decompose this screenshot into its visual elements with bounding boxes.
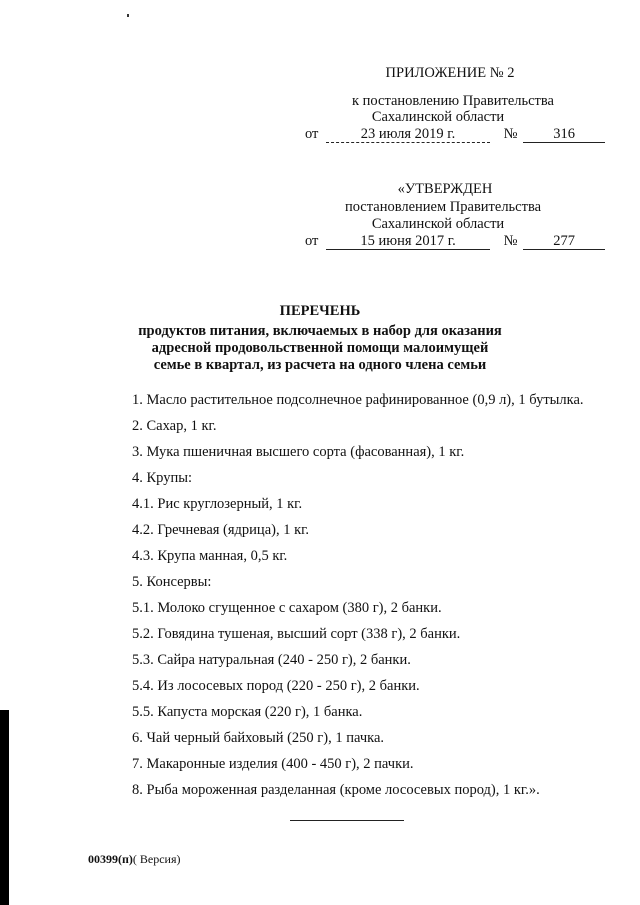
list-item: 5.3. Сайра натуральная (240 - 250 г), 2 банки.: [132, 652, 411, 668]
appendix-date: [326, 126, 490, 143]
list-item: 5.4. Из лососевых пород (220 - 250 г), 2 банки.: [132, 678, 420, 694]
list-item: 5. Консервы:: [132, 574, 212, 590]
list-item: 4.1. Рис круглозерный, 1 кг.: [132, 496, 303, 512]
approved-number: [523, 233, 605, 250]
approved-number-text: 277: [553, 233, 575, 249]
scan-speck: [127, 14, 129, 17]
appendix-line2: Сахалинской области: [371, 109, 505, 125]
appendix-title: ПРИЛОЖЕНИЕ № 2: [385, 65, 515, 81]
list-item: 5.5. Капуста морская (220 г), 1 банка.: [132, 704, 363, 720]
list-item: 8. Рыба мороженная разделанная (кроме лососевых пород), 1 кг.».: [132, 782, 540, 798]
list-item: 5.2. Говядина тушеная, высший сорт (338 г), 2 банки.: [132, 626, 461, 642]
list-item: 2. Сахар, 1 кг.: [132, 418, 217, 434]
document-title: ПЕРЕЧЕНЬ: [279, 303, 361, 319]
list-item: 3. Мука пшеничная высшего сорта (фасованная), 1 кг.: [132, 444, 465, 460]
approved-date-text: 15 июня 2017 г.: [360, 233, 456, 249]
approved-date-line: [305, 232, 605, 250]
list-item: 7. Макаронные изделия (400 - 450 г), 2 пачки.: [132, 756, 414, 772]
footer-code-line: [88, 852, 181, 867]
appendix-date-text: 23 июля 2019 г.: [360, 126, 456, 142]
heading-line-2: адресной продовольственной помощи малоимущей: [151, 340, 489, 356]
appendix-number: [523, 126, 605, 143]
list-item: 4.2. Гречневая (ядрица), 1 кг.: [132, 522, 310, 538]
closing-divider: [290, 820, 404, 821]
heading-line-1: продуктов питания, включаемых в набор для оказания: [138, 323, 502, 339]
list-item: 1. Масло растительное подсолнечное рафинированное (0,9 л), 1 бутылка.: [132, 392, 584, 408]
appendix-line1: к постановлению Правительства: [352, 93, 554, 109]
approved-from-label: от: [305, 233, 319, 249]
list-item: 6. Чай черный байховый (250 г), 1 пачка.: [132, 730, 385, 746]
appendix-date-line: [305, 125, 605, 143]
heading-line-3: семье в квартал, из расчета на одного члена семьи: [153, 357, 487, 373]
footer-version: ( Версия): [132, 852, 181, 866]
appendix-number-text: 316: [553, 126, 575, 142]
list-item: 4. Крупы:: [132, 470, 193, 486]
approved-line1: постановлением Правительства: [344, 199, 542, 215]
approved-line2: Сахалинской области: [371, 216, 505, 232]
list-item: 4.3. Крупа манная, 0,5 кг.: [132, 548, 288, 564]
approved-num-label: №: [503, 233, 518, 249]
approved-date: [326, 233, 490, 250]
approved-title: «УТВЕРЖДЕН: [397, 181, 493, 197]
appendix-num-label: №: [503, 126, 518, 142]
scan-edge-bar: [0, 710, 9, 905]
list-item: 5.1. Молоко сгущенное с сахаром (380 г), 2 банки.: [132, 600, 442, 616]
appendix-from-label: от: [305, 126, 319, 142]
footer-code: 00399(п): [88, 852, 133, 866]
